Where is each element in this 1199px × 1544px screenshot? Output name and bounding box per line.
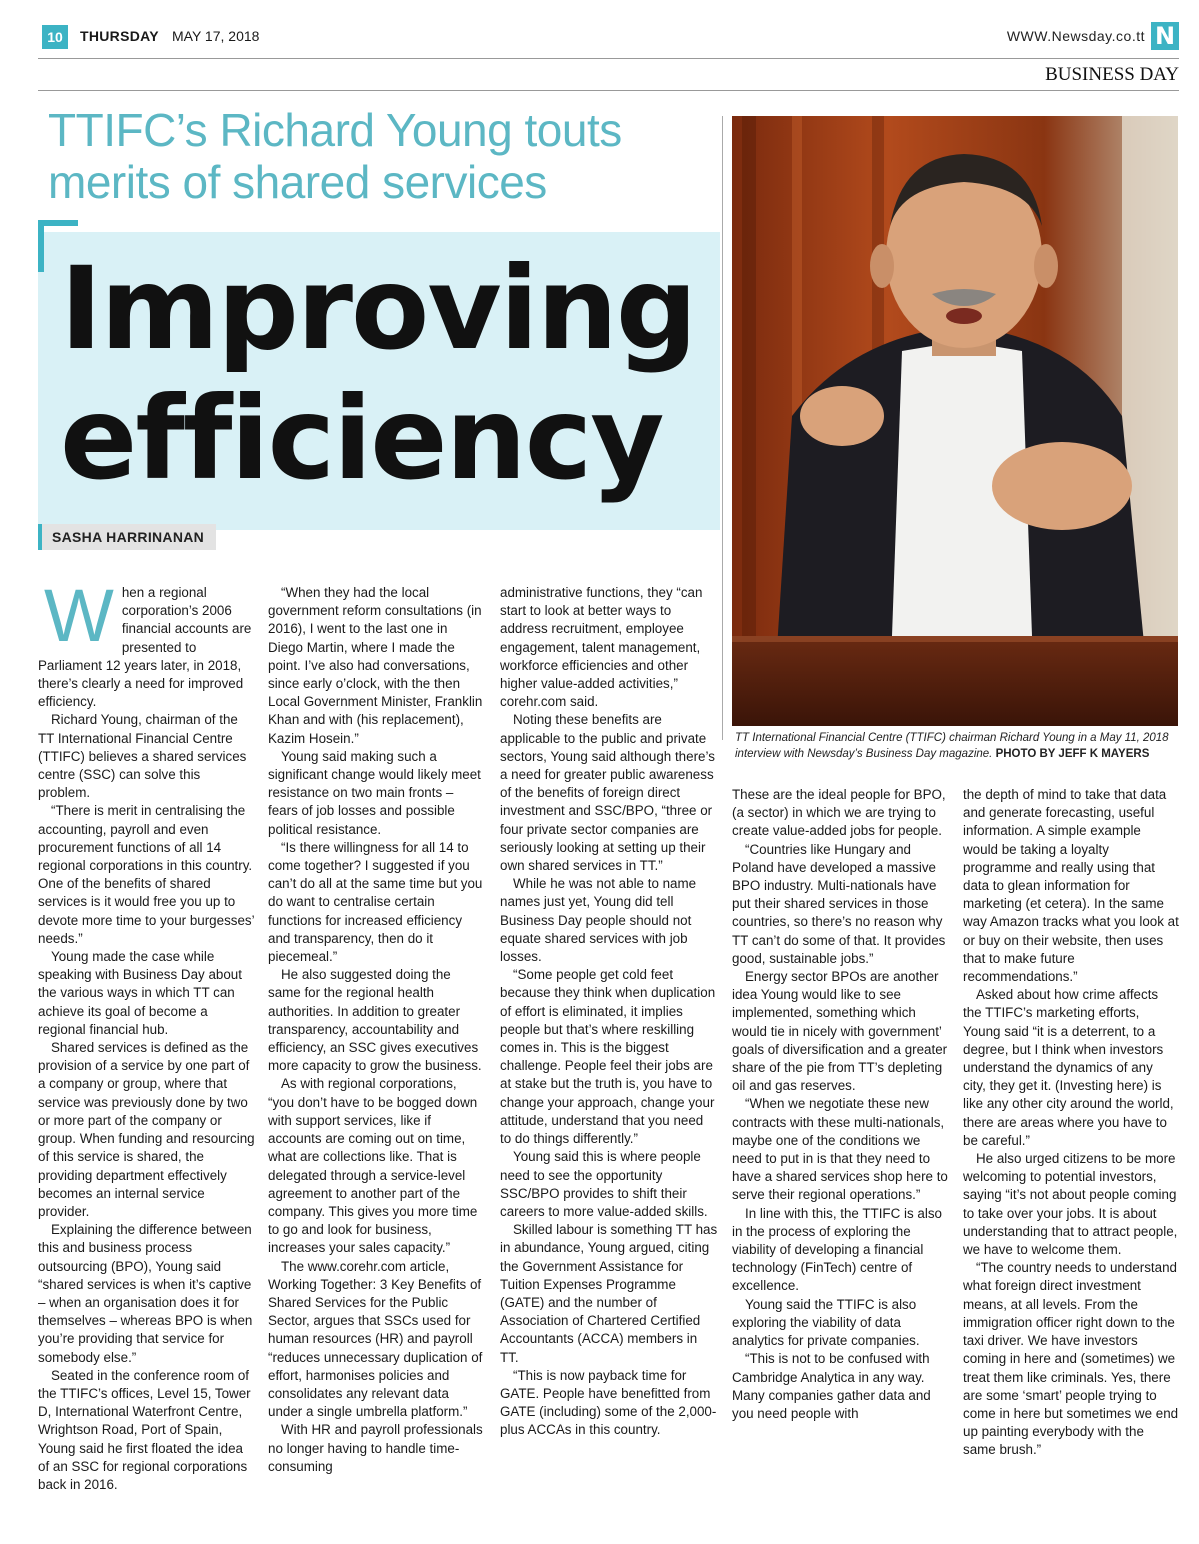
column-divider bbox=[722, 116, 723, 740]
paragraph: While he was not able to name names just yet, Young did tell Business Day people should not equate shared services with job losses. bbox=[500, 876, 697, 965]
article-column-1 bbox=[38, 574, 256, 1494]
issue-day: THURSDAY bbox=[80, 28, 159, 44]
paragraph: With HR and payroll professionals no longer having to handle time-consuming bbox=[268, 1422, 483, 1474]
paragraph: “Is there willingness for all 14 to come together? I suggested if you can’t do all at the same time but you do want to centralise certain functions for increased efficiency and transparency, then do it piecemeal.” bbox=[268, 839, 483, 965]
page-number: 10 bbox=[42, 25, 68, 49]
section-title: BUSINESS DAY bbox=[1045, 64, 1179, 85]
article-column-2 bbox=[268, 584, 486, 1476]
paragraph: Young made the case while speaking with Business Day about the various ways in which TT can achieve its goal of become a regional financial hub. bbox=[38, 949, 242, 1037]
paragraph: “Countries like Hungary and Poland have developed a massive BPO industry. Multi-nationals have put their shared services in those countries, so there’s no reason why TT can’t do some of that. It provides good, sustainable jobs.” bbox=[732, 841, 946, 966]
paragraph: Young said the TTIFC is also exploring the viability of data analytics for private companies. bbox=[732, 1296, 920, 1349]
paragraph: Asked about how crime affects the TTIFC’s marketing efforts, Young said “it is a deterrent, to a degree, but I think when investors understand the dynamics of any city, they get it. (Investing here) is like any other city around the world, there are areas where you have to be careful.” bbox=[963, 987, 1174, 1148]
byline: SASHA HARRINANAN bbox=[38, 524, 216, 550]
paragraph: “When they had the local government reform consultations (in 2016), I went to the last one in Diego Martin, where I made the point. I’ve also had conversations, since early o’clock, with the then Local Government Minister, Franklin Khan and with (his replacement), Kazim Hosein.” bbox=[268, 585, 483, 746]
portrait-photo bbox=[732, 116, 1178, 726]
paragraph: Young said this is where people need to see the opportunity SSC/BPO provides to shift their careers to more value-added skills. bbox=[500, 1149, 708, 1219]
article-column-3 bbox=[500, 584, 718, 1440]
portrait-illustration bbox=[732, 116, 1178, 726]
website-link[interactable]: WWW.Newsday.co.tt bbox=[1006, 28, 1145, 44]
drop-cap: W bbox=[44, 574, 114, 657]
paragraph: Richard Young, chairman of the TT International Financial Centre (TTIFC) believes a shared services centre (SSC) can solve this problem. bbox=[38, 712, 247, 801]
headline-line-2: efficiency bbox=[60, 372, 663, 505]
headline bbox=[60, 244, 720, 504]
paragraph: Seated in the conference room of the TTIFC’s offices, Level 15, Tower D, International Waterfront Centre, Wrightson Road, Port of Spain, Young said he first floated the idea of an SSC for regional corporations back in 2016. bbox=[38, 1367, 251, 1492]
article-column-4 bbox=[732, 786, 950, 1423]
paragraph: The www.corehr.com article, Working Together: 3 Key Benefits of Shared Services for the Public Sector, argues that SSCs used for human resources (HR) and payroll “reduces unnecessary duplication of effort, harmonises policies and consolidates any relevant data under a single umbrella platform.” bbox=[268, 1258, 483, 1420]
paragraph: “Some people get cold feet because they think when duplication of effort is eliminated, it implies people but that’s where reskilling comes in. This is the biggest challenge. People feel their jobs are at stake but the truth is, you have to change your approach, change your attitude, understand that you need to do things differently.” bbox=[500, 967, 716, 1147]
newsday-logo: N bbox=[1151, 22, 1179, 50]
paragraph: Energy sector BPOs are another idea Young would like to see implemented, something which would tie in nicely with government’ goals of diversification and a greater share of the pie from TT’s depleting oil and gas reserves. bbox=[732, 969, 948, 1094]
paragraph: hen a regional corporation’s 2006 financial accounts are presented to Parliament 12 years later, in 2018, there’s clearly a need for improved efficiency. bbox=[38, 585, 252, 710]
paragraph: Skilled labour is something TT has in abundance, Young argued, citing the Government Assistance for Tuition Expenses Programme (GATE) and the number of Association of Chartered Certified Accountants (ACCA) members in TT. bbox=[500, 1222, 718, 1365]
paragraph: administrative functions, they “can start to look at better ways to address recruitment, employee engagement, talent management, workforce efficiencies and other higher value-added activities,” corehr.com said. bbox=[500, 585, 703, 710]
photo-caption bbox=[735, 730, 1181, 762]
article-kicker: TTIFC’s Richard Young touts merits of shared services bbox=[48, 104, 622, 208]
section-rule bbox=[38, 90, 1179, 91]
paragraph: He also suggested doing the same for the regional health authorities. In addition to greater transparency, accountability and efficiency, an SSC gives executives more capacity to grow the business. bbox=[268, 967, 482, 1074]
paragraph: Shared services is defined as the provision of a service by one part of a company or group, where that service was previously done by two or more part of the company or group. When funding and resourcing of this service is shared, the providing department effectively becomes an internal service provider. bbox=[38, 1040, 255, 1219]
article-column-5 bbox=[963, 786, 1179, 1460]
header-rule bbox=[38, 58, 1179, 59]
photo-credit: PHOTO BY JEFF K MAYERS bbox=[995, 748, 1150, 760]
paragraph: “This is not to be confused with Cambridge Analytica in any way. Many companies gather data and you need people with bbox=[732, 1351, 931, 1421]
paragraph: the depth of mind to take that data and generate forecasting, useful information. A simple example would be taking a loyalty programme and really using that data to glean information for marketing (et cetera). In the same way Amazon tracks what you look at or buy on their website, then uses that to make future recommendations.” bbox=[963, 787, 1179, 985]
paragraph: As with regional corporations, “you don’t have to be bogged down with support services, like if accounts are coming out on time, what are collections like. That is delegated through a service-level agreement to another part of the company. This gives you more time to go and look for business, increases your sales capacity.” bbox=[268, 1076, 478, 1256]
paragraph: These are the ideal people for BPO, (a sector) in which we are trying to create value-added jobs for people. bbox=[732, 787, 946, 839]
paragraph: “When we negotiate these new contracts with these multi-nationals, maybe one of the conditions we need to put in is that they need to have a shared services shop here to serve their regional operations.” bbox=[732, 1096, 948, 1203]
paragraph: He also urged citizens to be more welcoming to potential investors, saying “it’s not about people coming to take over your jobs. It is about understanding that to attract people, we have to welcome them. bbox=[963, 1151, 1178, 1258]
caption-text: TT International Financial Centre (TTIFC) chairman Richard Young in a May 11, 2018 interview with Newsday’s Business Day magazine. bbox=[735, 732, 1169, 760]
paragraph: “The country needs to understand what foreign direct investment means, at all levels. From the immigration officer right down to the taxi driver. We have investors coming in here and (sometimes) we treat them like criminals. Yes, there are some ‘smart’ people trying to come in here but sometimes we end up painting everybody with the same brush.” bbox=[963, 1260, 1179, 1458]
paragraph: Noting these benefits are applicable to the public and private sectors, Young said although there’s a need for greater public awareness of the benefits of foreign direct investment and SSC/BPO, “three or four private sector companies are seriously looking at setting up their own shared services in TT.” bbox=[500, 712, 715, 874]
paragraph: “This is now payback time for GATE. People have benefitted from GATE (including) some of the 2,000-plus ACCAs in this country. bbox=[500, 1367, 717, 1438]
headline-line-1: Improving bbox=[60, 242, 696, 375]
paragraph: In line with this, the TTIFC is also in the process of exploring the viability of developing a financial technology (FinTech) centre of excellence. bbox=[732, 1205, 942, 1294]
issue-date: MAY 17, 2018 bbox=[172, 28, 260, 44]
paragraph: Young said making such a significant change would likely meet resistance on two main fronts – fears of job losses and possible political resistance. bbox=[268, 748, 481, 837]
paragraph: Explaining the difference between this and business process outsourcing (BPO), Young said “shared services is when it’s captive – when an organisation does it for themselves – whereas BPO is when you’re providing that service for somebody else.” bbox=[38, 1222, 253, 1365]
paragraph: “There is merit in centralising the accounting, payroll and even procurement functions of all 14 regional corporations in this country. One of the benefits of shared services is it would free you up to devote more time to your burgesses’ needs.” bbox=[38, 803, 255, 946]
